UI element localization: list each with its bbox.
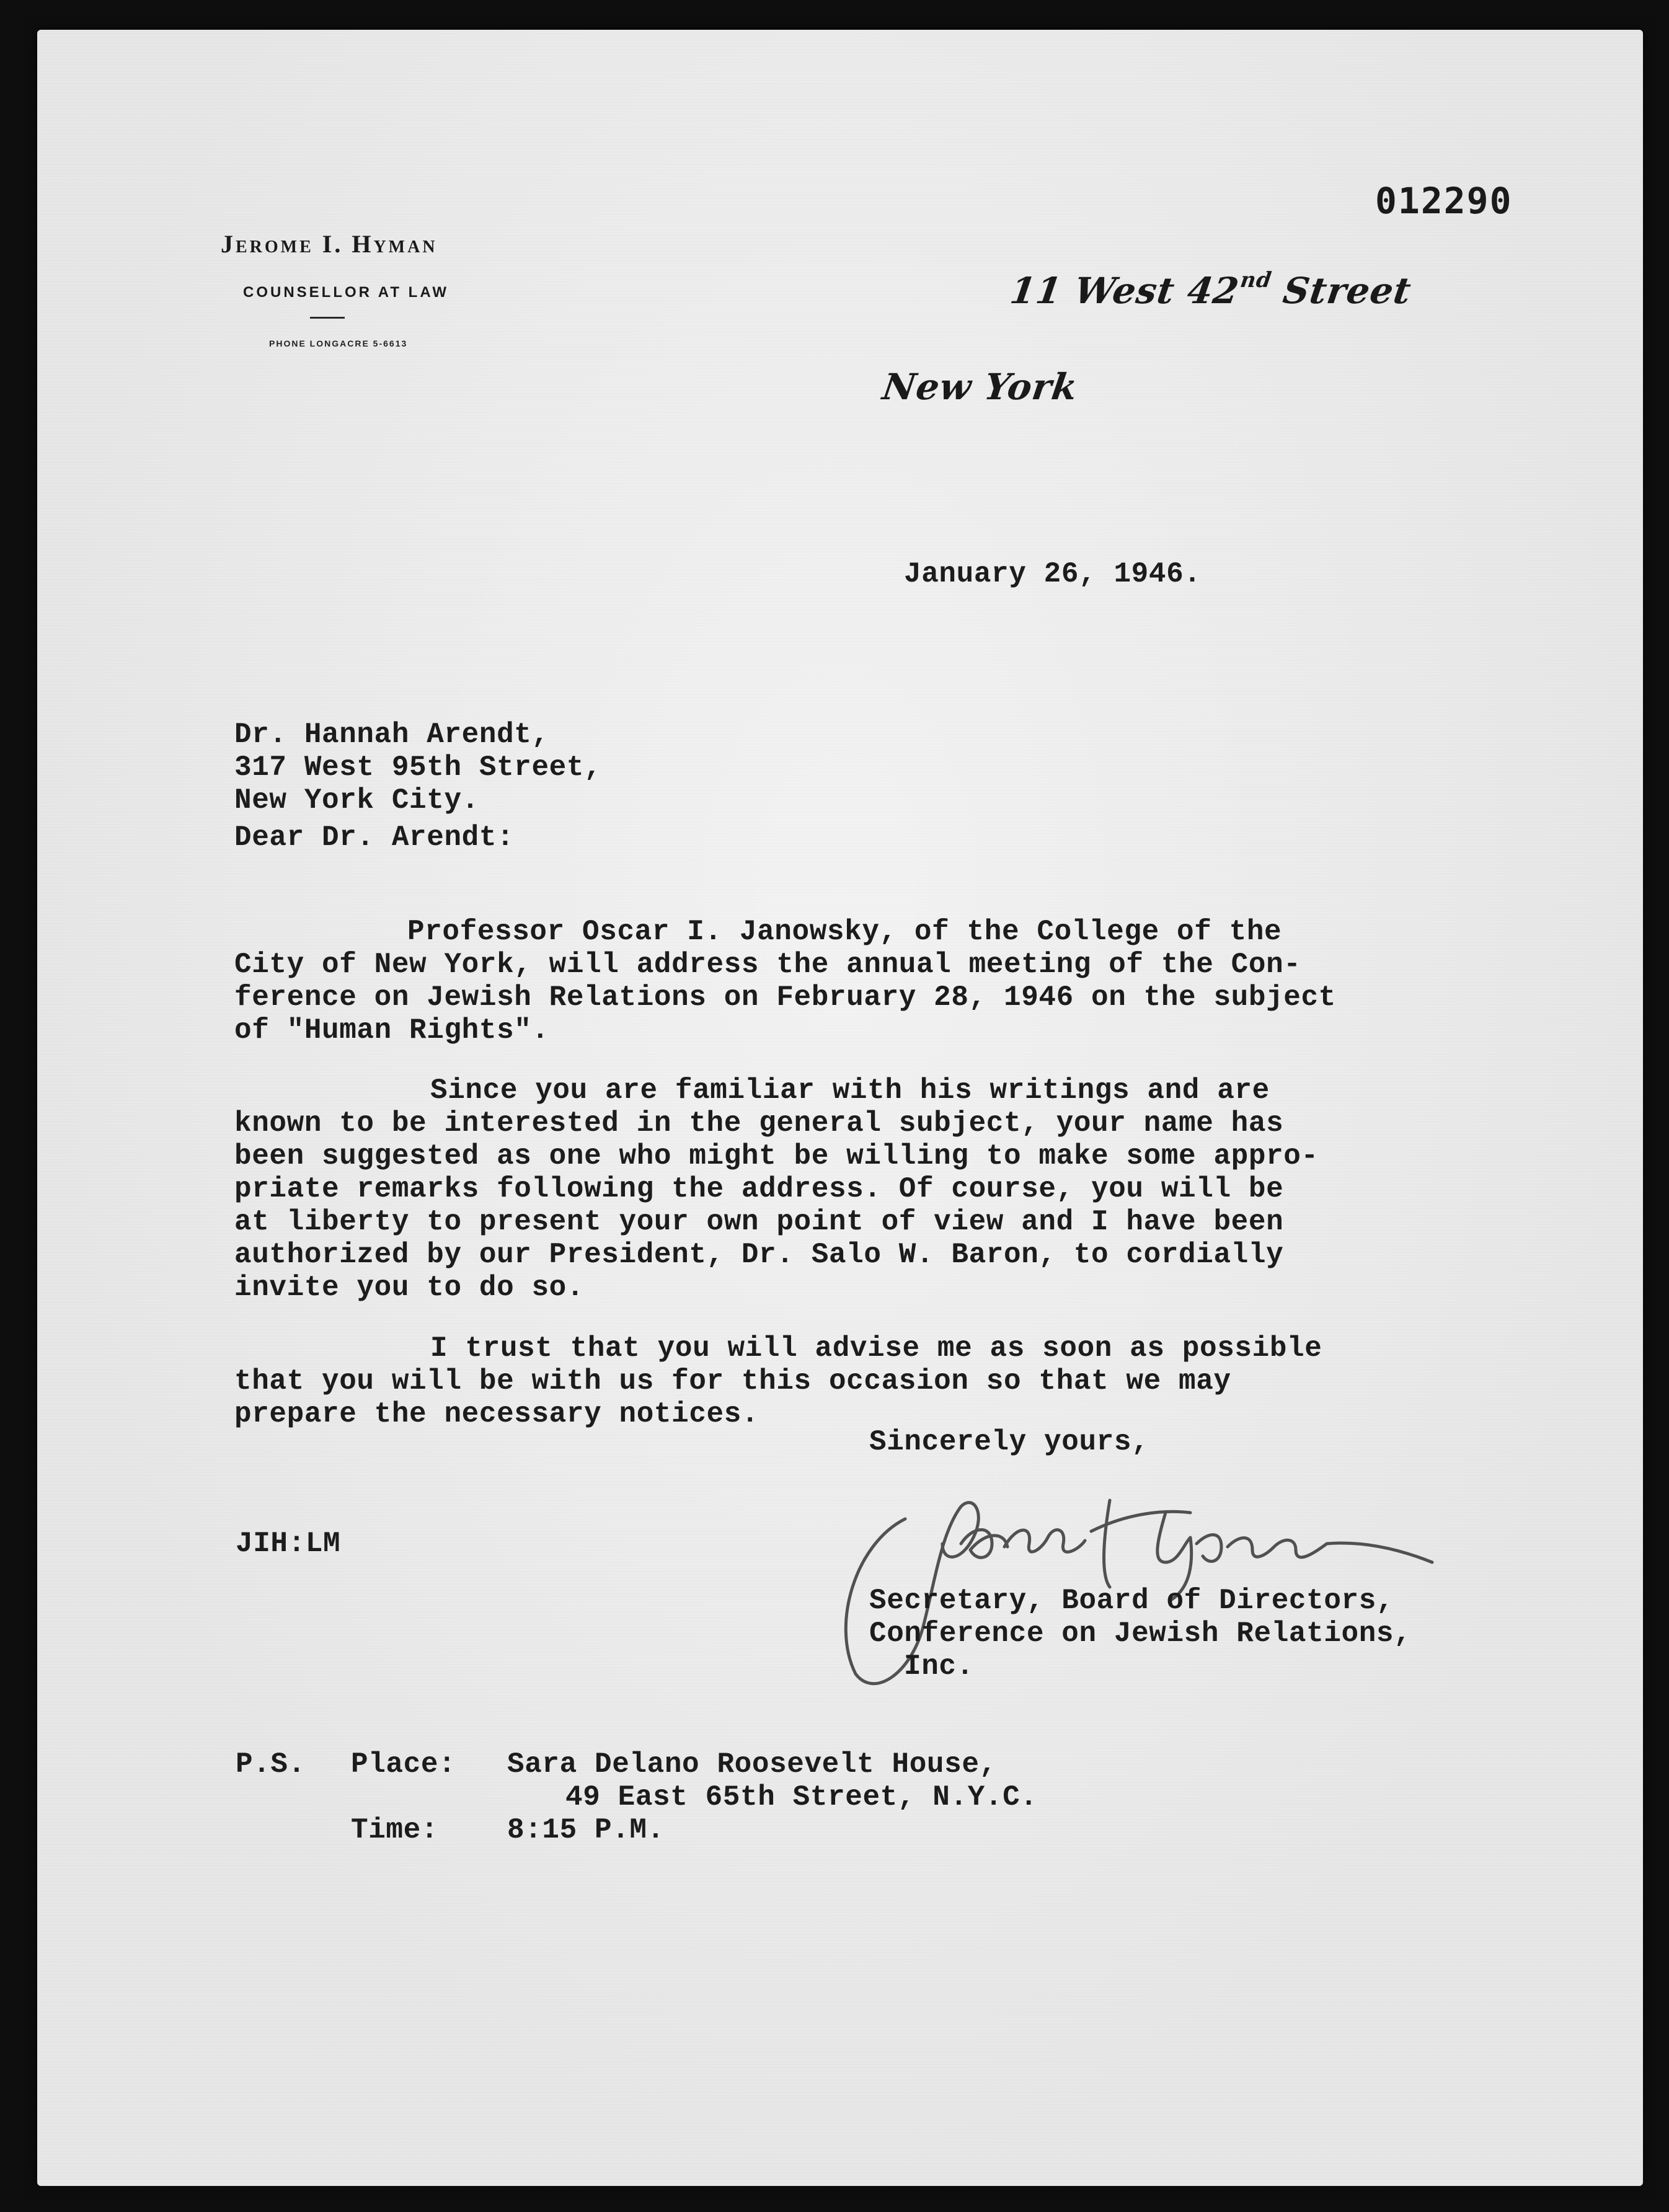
recipient-address xyxy=(234,686,601,817)
body-line: of "Human Rights". xyxy=(234,1014,549,1046)
recipient-line: 317 West 95th Street, xyxy=(234,751,602,784)
ps-place-line-1: Sara Delano Roosevelt House, xyxy=(507,1748,997,1781)
body-paragraph-2 xyxy=(234,1042,1319,1304)
street-main: 11 West 42 xyxy=(1007,270,1242,312)
ps-time-label: Time: xyxy=(351,1814,439,1846)
signature-line: Conference on Jewish Relations, xyxy=(869,1617,1412,1650)
ps-place-line-2: 49 East 65th Street, N.Y.C. xyxy=(565,1781,1038,1813)
salutation: Dear Dr. Arendt: xyxy=(234,821,515,854)
letterhead-divider xyxy=(310,317,345,319)
street-end: Street xyxy=(1267,270,1414,312)
body-line: ference on Jewish Relations on February 28, 1946 on the subject xyxy=(234,981,1336,1014)
recipient-line: Dr. Hannah Arendt, xyxy=(234,719,549,751)
body-line: at liberty to present your own point of view and I have been xyxy=(234,1206,1284,1238)
signature-line: Secretary, Board of Directors, xyxy=(869,1585,1394,1617)
body-line: invite you to do so. xyxy=(234,1272,585,1304)
body-line: been suggested as one who might be willing to make some appro- xyxy=(234,1140,1319,1172)
closing: Sincerely yours, xyxy=(869,1426,1149,1458)
body-line: authorized by our President, Dr. Salo W. Baron, to cordially xyxy=(234,1239,1284,1271)
body-line: prepare the necessary notices. xyxy=(234,1398,759,1430)
body-line: priate remarks following the address. Of course, you will be xyxy=(234,1173,1284,1205)
body-paragraph-3 xyxy=(234,1299,1322,1431)
body-line: that you will be with us for this occasion so that we may xyxy=(234,1365,1231,1397)
body-line: known to be interested in the general subject, your name has xyxy=(234,1107,1284,1139)
body-paragraph-1 xyxy=(234,883,1336,1047)
letterhead-title: COUNSELLOR AT LAW xyxy=(243,284,449,301)
typist-initials: JIH:LM xyxy=(236,1528,341,1560)
recipient-line: New York City. xyxy=(234,784,479,816)
document-number: 012290 xyxy=(1375,180,1513,222)
letterhead-phone: PHONE LONGACRE 5-6613 xyxy=(269,338,408,348)
ps-place-label: Place: xyxy=(351,1748,456,1781)
letterhead-name: Jerome I. Hyman xyxy=(221,230,438,258)
letter-date: January 26, 1946. xyxy=(904,558,1202,590)
body-line: Professor Oscar I. Janowsky, of the College of the xyxy=(407,916,1282,948)
ps-label: P.S. xyxy=(236,1748,306,1781)
letterhead-street xyxy=(1007,268,1414,312)
letterhead-city: New York xyxy=(880,366,1081,408)
street-superscript: nd xyxy=(1238,268,1274,293)
signature-block xyxy=(869,1552,1411,1683)
signature-line: Inc. xyxy=(904,1650,974,1683)
body-line: Since you are familiar with his writings and are xyxy=(430,1074,1270,1107)
ps-time-value: 8:15 P.M. xyxy=(507,1814,665,1846)
body-line: City of New York, will address the annual meeting of the Con- xyxy=(234,949,1301,981)
body-line: I trust that you will advise me as soon as possible xyxy=(430,1332,1322,1365)
